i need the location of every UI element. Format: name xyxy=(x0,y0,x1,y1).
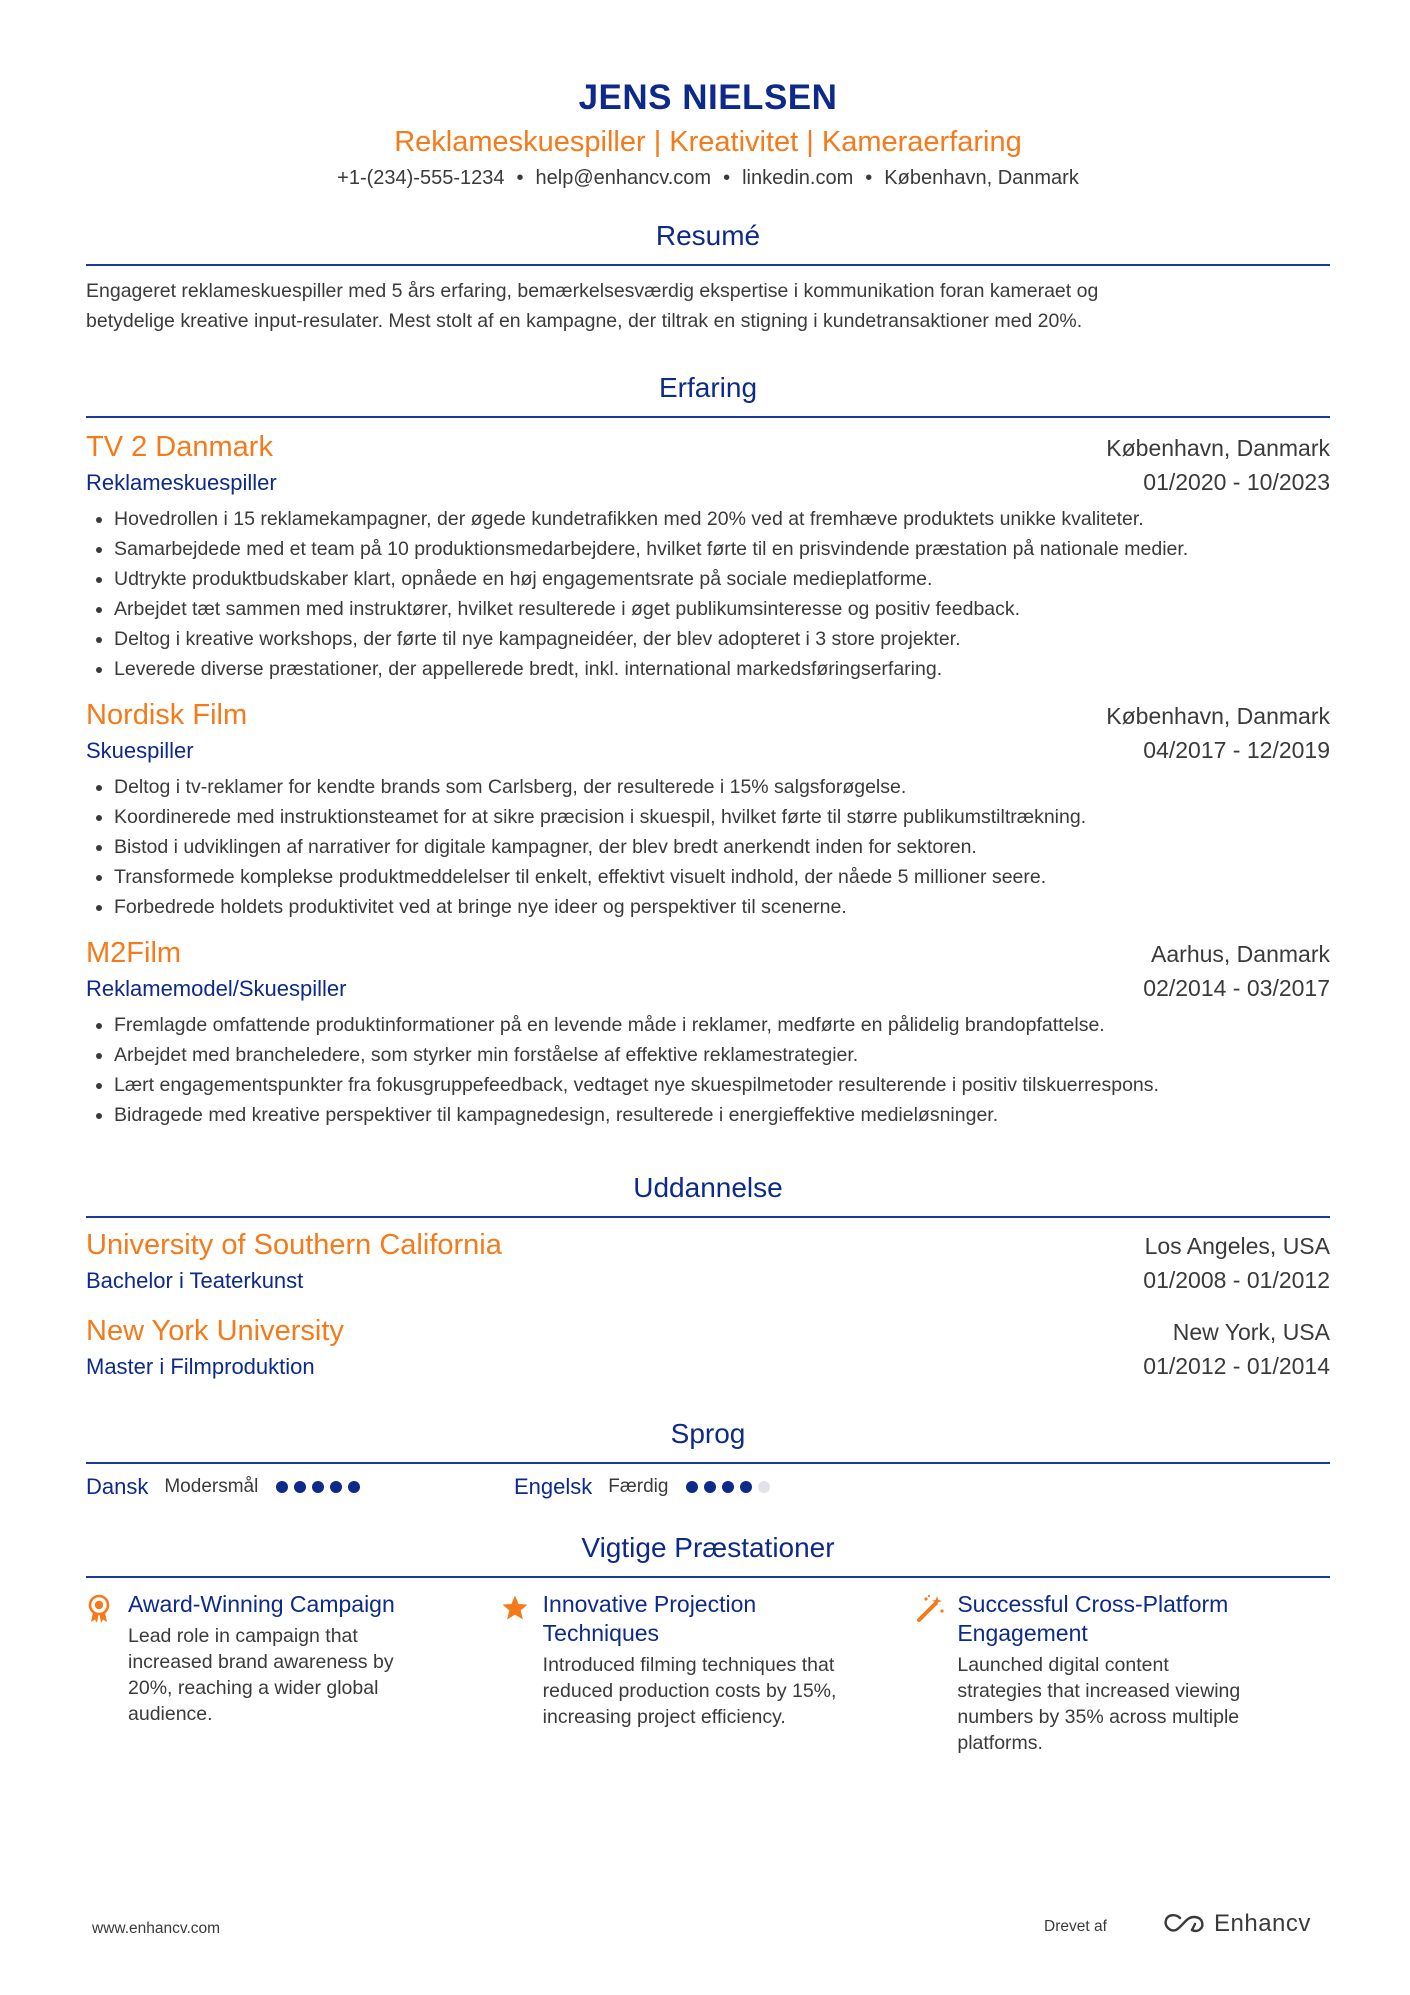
description-line: increased brand awareness by xyxy=(128,1651,394,1673)
summary-text xyxy=(86,276,1330,336)
job-role: Skuespiller xyxy=(86,738,194,763)
contact-line xyxy=(86,164,1330,192)
award-icon xyxy=(86,1590,128,1756)
job-entry xyxy=(86,428,1330,684)
job-company: TV 2 Danmark xyxy=(86,431,273,463)
bullet-item: • Lært engagementspunkter fra fokusgruppefeedback, vedtaget nye skuespilmetoder resulterende i positiv tilskuerrespons. xyxy=(114,1070,1330,1100)
job-role: Reklamemodel/Skuespiller xyxy=(86,976,347,1001)
description-line: numbers by 35% across multiple xyxy=(957,1706,1240,1728)
education-school: University of Southern California xyxy=(86,1229,502,1261)
bullet-item: • Forbedrede holdets produktivitet ved at bringe nye ideer og perspektiver til scenerne. xyxy=(114,892,1330,922)
section-divider xyxy=(86,1576,1330,1578)
achievement-description xyxy=(543,1652,903,1730)
summary-line: betydelige kreative input-resulater. Mest stolt af en kampagne, der tiltrak en stigning i kundetransaktioner med 20%. xyxy=(86,310,1083,332)
magic-wand-icon xyxy=(915,1590,957,1756)
dot-empty-icon xyxy=(758,1481,770,1493)
job-dates: 01/2020 - 10/2023 xyxy=(1143,469,1330,495)
proficiency-dots xyxy=(686,1481,770,1493)
page-footer xyxy=(86,1908,1330,1948)
description-line: Lead role in campaign that xyxy=(128,1625,358,1647)
language-name: Engelsk xyxy=(514,1474,593,1499)
footer-powered-by: Drevet af xyxy=(1044,1918,1107,1935)
job-dates: 02/2014 - 03/2017 xyxy=(1143,975,1330,1001)
education-location: New York, USA xyxy=(1172,1319,1330,1345)
description-line: platforms. xyxy=(957,1732,1043,1754)
achievement-description xyxy=(957,1652,1317,1756)
resume-page xyxy=(86,0,1330,1937)
job-location: Aarhus, Danmark xyxy=(1151,941,1330,967)
section-title-languages: Sprog xyxy=(670,1418,746,1449)
job-entry xyxy=(86,934,1330,1130)
job-location: København, Danmark xyxy=(1106,435,1330,461)
bullet-item: • Arbejdet tæt sammen med instruktører, hvilket resulterede i øget publikumsinteresse og positiv feedback. xyxy=(114,594,1330,624)
enhancv-logo[interactable] xyxy=(1162,1910,1311,1938)
job-bullets xyxy=(86,1010,1330,1130)
description-line: strategies that increased viewing xyxy=(957,1680,1241,1702)
dot-filled-icon xyxy=(704,1481,716,1493)
languages-section xyxy=(86,1416,1330,1500)
footer-website-link[interactable]: www.enhancv.com xyxy=(92,1920,221,1937)
language-item xyxy=(514,1474,942,1500)
bullet-item: • Deltog i kreative workshops, der førte til nye kampagneidéer, der blev adopteret i 3 store projekter. xyxy=(114,624,1330,654)
language-name: Dansk xyxy=(86,1474,149,1499)
achievement-item xyxy=(86,1590,501,1756)
achievement-item xyxy=(915,1590,1330,1756)
bullet-item: • Udtrykte produktbudskaber klart, opnåede en høj engagementsrate på sociale medieplatforme. xyxy=(114,564,1330,594)
separator-dot-icon: • xyxy=(516,167,524,189)
title-line: Innovative Projection xyxy=(542,1591,757,1617)
education-section xyxy=(86,1170,1330,1384)
dot-filled-icon xyxy=(686,1481,698,1493)
job-bullets xyxy=(86,772,1330,922)
summary-line: Engageret reklameskuespiller med 5 års erfaring, bemærkelsesværdig ekspertise i kommunikation foran kameraet og xyxy=(86,280,1099,302)
job-bullets xyxy=(86,504,1330,684)
description-line: 20%, reaching a wider global xyxy=(128,1677,379,1699)
achievement-description xyxy=(128,1623,488,1727)
section-divider xyxy=(86,264,1330,266)
bullet-item: • Bistod i udviklingen af narrativer for digitale kampagner, der blev bredt anerkendt inden for sektoren. xyxy=(114,832,1330,862)
bullet-item: • Samarbejdede med et team på 10 produktionsmedarbejdere, hvilket førte til en prisvindende præstation på nationale medier. xyxy=(114,534,1330,564)
description-line: increasing project efficiency. xyxy=(542,1706,786,1728)
education-entry xyxy=(86,1226,1330,1298)
job-company: M2Film xyxy=(86,937,182,969)
education-location: Los Angeles, USA xyxy=(1144,1233,1330,1259)
achievement-title xyxy=(543,1590,903,1648)
job-role: Reklameskuespiller xyxy=(86,470,277,495)
achievement-title xyxy=(957,1590,1317,1648)
title-line: Engagement xyxy=(957,1620,1088,1646)
job-location: København, Danmark xyxy=(1106,703,1330,729)
contact-phone: +1-(234)-555-1234 xyxy=(337,167,505,189)
candidate-name: JENS NIELSEN xyxy=(578,78,838,117)
bullet-item: • Deltog i tv-reklamer for kendte brands som Carlsberg, der resulterede i 15% salgsforøgelse. xyxy=(114,772,1330,802)
title-line: Techniques xyxy=(542,1620,660,1646)
separator-dot-icon: • xyxy=(723,167,731,189)
bullet-item: • Leverede diverse præstationer, der appellerede bredt, inkl. international markedsføringserfaring. xyxy=(114,654,1330,684)
experience-section xyxy=(86,370,1330,1130)
star-icon xyxy=(501,1590,543,1756)
section-title-experience: Erfaring xyxy=(658,372,758,403)
bullet-item: • Arbejdet med brancheledere, som styrker min forståelse af effektive reklamestrategier. xyxy=(114,1040,1330,1070)
separator-dot-icon: • xyxy=(865,167,873,189)
education-degree: Master i Filmproduktion xyxy=(86,1354,315,1379)
language-level: Færdig xyxy=(608,1476,669,1497)
description-line: Launched digital content xyxy=(957,1654,1169,1676)
education-dates: 01/2012 - 01/2014 xyxy=(1143,1353,1330,1379)
language-item xyxy=(86,1474,514,1500)
section-divider xyxy=(86,416,1330,418)
contact-email[interactable]: help@enhancv.com xyxy=(535,167,712,189)
education-degree: Bachelor i Teaterkunst xyxy=(86,1268,304,1293)
contact-linkedin[interactable]: linkedin.com xyxy=(742,167,854,189)
bullet-item: • Bidragede med kreative perspektiver til kampagnedesign, resulterede i energieffektive medieløsninger. xyxy=(114,1100,1330,1130)
title-line: Successful Cross-Platform xyxy=(957,1591,1229,1617)
dot-filled-icon xyxy=(276,1481,288,1493)
job-dates: 04/2017 - 12/2019 xyxy=(1143,737,1330,763)
resume-header xyxy=(86,0,1330,192)
dot-filled-icon xyxy=(330,1481,342,1493)
enhancv-logo-icon xyxy=(1162,1912,1206,1936)
bullet-item: • Fremlagde omfattende produktinformationer på en levende måde i reklamer, medførte en pålidelig brandopfattelse. xyxy=(114,1010,1330,1040)
description-line: Introduced filming techniques that xyxy=(542,1654,835,1676)
dot-filled-icon xyxy=(740,1481,752,1493)
job-entry xyxy=(86,696,1330,922)
section-title-education: Uddannelse xyxy=(633,1172,783,1203)
section-divider xyxy=(86,1462,1330,1464)
achievement-item xyxy=(501,1590,916,1756)
education-entry xyxy=(86,1312,1330,1384)
description-line: audience. xyxy=(128,1703,213,1725)
education-school: New York University xyxy=(86,1315,344,1347)
dot-filled-icon xyxy=(312,1481,324,1493)
achievement-title: Award-Winning Campaign xyxy=(128,1591,395,1617)
dot-filled-icon xyxy=(722,1481,734,1493)
bullet-item: • Koordinerede med instruktionsteamet for at sikre præcision i skuespil, hvilket førte til større publikumstiltrækning. xyxy=(114,802,1330,832)
summary-section xyxy=(86,218,1330,336)
bullet-item: • Hovedrollen i 15 reklamekampagner, der øgede kundetrafikken med 20% ved at fremhæve produktets unikke kvaliteter. xyxy=(114,504,1330,534)
section-title-summary: Resumé xyxy=(655,220,761,251)
education-dates: 01/2008 - 01/2012 xyxy=(1143,1267,1330,1293)
enhancv-logo-text: Enhancv xyxy=(1214,1910,1311,1937)
section-title-achievements: Vigtige Præstationer xyxy=(581,1532,835,1563)
dot-filled-icon xyxy=(348,1481,360,1493)
language-level: Modersmål xyxy=(164,1476,259,1497)
job-company: Nordisk Film xyxy=(86,699,248,731)
section-divider xyxy=(86,1216,1330,1218)
candidate-title: Reklameskuespiller | Kreativitet | Kameraerfaring xyxy=(394,126,1022,158)
proficiency-dots xyxy=(276,1481,360,1493)
description-line: reduced production costs by 15%, xyxy=(542,1680,837,1702)
contact-location: København, Danmark xyxy=(884,167,1079,189)
bullet-item: • Transformede komplekse produktmeddelelser til enkelt, effektivt visuelt indhold, der nåede 5 millioner seere. xyxy=(114,862,1330,892)
dot-filled-icon xyxy=(294,1481,306,1493)
achievements-section xyxy=(86,1530,1330,1756)
